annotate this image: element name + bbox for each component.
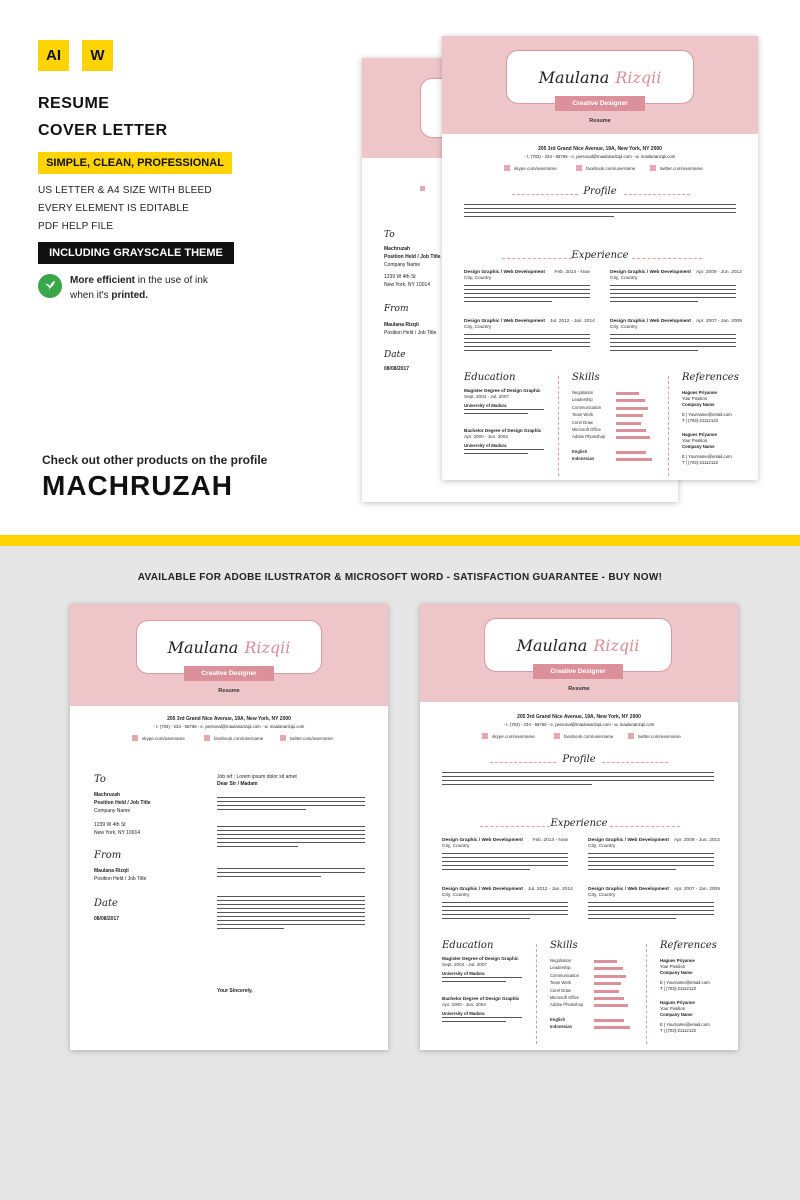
from-name: Maulana Rizqii [94,868,129,874]
facebook-icon [204,735,210,741]
facebook-icon [554,733,560,739]
skills-divider-left [558,376,559,476]
salutation: Dear Sir / Madam [217,781,258,787]
language-name: English [572,449,588,454]
first-name: Maulana [167,637,239,657]
leaf-icon [38,274,62,298]
skills-divider-right [668,376,669,476]
profile-heading: Profile [562,754,596,765]
facebook-link [204,735,263,741]
school: University of Madura [442,1011,485,1016]
yellow-divider [0,535,800,546]
job-description [464,334,590,360]
job-place: City, Country [464,325,492,330]
skill-bar [616,407,648,410]
ref-name: Hagues Priyanoe [660,958,695,963]
word-badge: W [82,40,113,71]
ref-company: Company Name [660,970,693,975]
to-position: Position Held / Job Title [94,800,151,806]
school: University of Madura [464,403,507,408]
brand-logo: MACHRUZAH [42,470,233,501]
experience-heading: Experience [550,818,608,829]
skill-bar [616,392,639,395]
facebook-link [554,733,613,739]
degree-description [442,1017,522,1027]
skill-bar [594,1004,628,1007]
ref-position: Your Position [660,1006,686,1011]
last-name: Rizqii [593,635,640,655]
twitter-link [280,735,333,741]
to-addr2: New York, NY 10014 [384,282,431,288]
ref-email: E | Yourname@email.com [682,412,732,417]
date-heading: Date [384,350,406,360]
to-heading: To [384,230,395,240]
degree-description [464,449,544,459]
ref-tel: T | (703)-21112122 [660,1028,696,1033]
job-description [442,853,568,879]
job-title: Design Graphic / Web Development [464,319,545,324]
references-heading: References [660,940,717,951]
language-name: Indonesian [550,1024,573,1030]
skill-name: Leadership [572,397,593,403]
twitter-link [628,733,681,739]
degree: Magister Degree of Design Graphic [442,956,519,961]
job-description [588,853,714,879]
letter-paragraph-3 [217,868,365,888]
role-bar: Creative Designer [555,96,645,111]
doc-label: Resume [218,688,240,694]
letter-paragraph-2 [217,826,365,862]
profile-text [464,204,736,224]
school: University of Madura [464,443,507,448]
facebook-text: facebook.com/username [586,165,636,171]
date-value: 08/08/2017 [384,366,410,372]
to-company: Company Name [94,808,131,814]
skill-name: Corel Draw [550,987,571,993]
degree: Magister Degree of Design Graphic [464,388,541,393]
job-ref: Job ref : Lorem ipsum dolor sit amet [217,774,297,780]
skill-name: Leadership [550,965,571,971]
job-date: Feb. 2014 - Now [532,838,568,843]
skype-link [420,186,429,191]
job-place: City, Country [464,276,492,281]
degree-date: Sept. 2004 - Jul. 2007 [464,394,509,399]
skill-bar [594,997,624,1000]
ref-email: E | Yourname@email.com [660,1022,710,1027]
skill-name: Adobe Photoshop [572,434,606,440]
job-description [442,902,568,928]
availability-text: AVAILABLE FOR ADOBE ILUSTRATOR & MICROSOFT WORD - SATISFACTION GUARANTEE - BUY NOW! [137,572,663,583]
ref-company: Company Name [660,1012,693,1017]
doc-label: Resume [568,686,590,692]
skype-icon [420,186,425,191]
job-title: Design Graphic / Web Development [442,887,523,892]
last-name: Rizqii [615,67,662,87]
skill-name: Communication [572,404,602,410]
from-position: Position Held / Job Title [94,876,147,882]
title-resume: RESUME [38,95,110,112]
facebook-text: facebook.com/username [564,733,614,739]
contact-line: - t. (703) - 234 - 56765 - e. personal@maulanarizqii.com - w. maulanarizqii.com [524,154,676,159]
skype-icon [482,733,488,739]
skill-bar [616,422,641,425]
address: 205 3rd Grand Nice Avenue, 19A, New York, NY 2000 [167,716,291,722]
job-place: City, Country [442,844,470,849]
to-position: Position Held / Job Title [384,254,441,260]
job-description [588,902,714,928]
resume-page [420,604,738,1050]
last-name: Rizqii [244,637,291,657]
job-title: Design Graphic / Web Development [588,887,669,892]
language-bar [594,1026,630,1029]
front-resume-page [442,36,758,480]
date-heading: Date [94,898,118,909]
checkout-text: Check out other products on the profile [42,453,268,467]
job-date: Feb. 2014 - Now [554,270,590,275]
skill-name: Team Work [550,980,572,986]
skype-link [482,733,535,739]
role-bar: Creative Designer [184,666,274,681]
job-date: Jul. 2012 - Jan. 2014 [550,319,595,324]
skype-icon [504,165,510,171]
skill-bar [616,436,650,439]
degree-description [464,409,544,419]
twitter-icon [650,165,656,171]
skype-icon [132,735,138,741]
to-company: Company Name [384,262,421,268]
job-date: Apr. 2009 - Jun. 2012 [674,838,720,843]
skill-bar [594,982,621,985]
ref-company: Company Name [682,402,715,407]
degree: Bachelor Degree of Design Graphic [442,996,520,1001]
facebook-icon [576,165,582,171]
skype-link [504,165,557,171]
job-description [610,334,736,360]
job-place: City, Country [442,893,470,898]
job-date: Apr. 2007 - Jan. 2009 [696,319,742,324]
twitter-icon [280,735,286,741]
degree-date: Sept. 2004 - Jul. 2007 [442,962,487,967]
tagline-bar: SIMPLE, CLEAN, PROFESSIONAL [38,152,232,174]
job-place: City, Country [588,844,616,849]
skill-name: Corel Draw [572,419,593,425]
education-heading: Education [442,940,494,951]
ref-tel: T | (703)-21112122 [660,986,696,991]
twitter-text: twitter.com/username [660,165,703,171]
letter-paragraph-1 [217,797,365,823]
job-title: Design Graphic / Web Development [610,319,691,324]
skills-divider-left [536,944,537,1044]
from-position: Position Held / Job Title [384,330,437,336]
skill-bar [616,429,646,432]
skill-name: Negotiation [550,958,572,963]
ref-name: Hagues Priyanoe [660,1000,695,1005]
to-heading: To [94,774,106,785]
job-date: Jul. 2012 - Jan. 2014 [528,887,573,892]
experience-heading: Experience [571,250,629,261]
profile-text [442,772,714,792]
job-title: Design Graphic / Web Development [588,838,669,843]
skill-name: Team Work [572,412,594,418]
feature-editable: EVERY ELEMENT IS EDITABLE [38,203,189,214]
grayscale-bar: INCLUDING GRAYSCALE THEME [38,242,234,264]
role-bar: Creative Designer [533,664,623,679]
to-addr2: New York, NY 10014 [94,830,141,836]
twitter-icon [628,733,634,739]
from-heading: From [94,850,122,861]
skype-text: skype.com/username [514,165,557,171]
doc-label: Resume [589,118,611,124]
job-description [610,285,736,311]
skills-heading: Skills [572,372,600,383]
school: University of Madura [442,971,485,976]
skill-bar [594,990,619,993]
skill-name: Microsoft Office [572,427,602,432]
skill-bar [594,967,623,970]
skills-heading: Skills [550,940,578,951]
degree-date: Apr. 2000 - Jun. 2004 [464,434,508,439]
job-title: Design Graphic / Web Development [442,838,523,843]
skype-text: skype.com/username [492,733,535,739]
degree-description [442,977,522,987]
promo-top-panel [0,0,800,535]
degree: Bachelor Degree of Design Graphic [464,428,542,433]
feature-help: PDF HELP FILE [38,221,114,232]
facebook-link [576,165,635,171]
title-cover-letter: COVER LETTER [38,122,168,139]
references-heading: References [682,372,739,383]
skill-name: Microsoft Office [550,995,580,1000]
ref-tel: T | (703)-21112122 [682,460,718,465]
address: 205 3rd Grand Nice Avenue, 19A, New York, NY 2000 [538,146,662,152]
skill-name: Communication [550,972,580,978]
first-name: Maulana [538,67,610,87]
language-bar [616,451,646,454]
twitter-text: twitter.com/username [638,733,681,739]
job-date: Apr. 2007 - Jan. 2009 [674,887,720,892]
twitter-link [650,165,703,171]
ref-position: Your Position [660,964,686,969]
job-description [464,285,590,311]
skill-name: Adobe Photoshop [550,1002,584,1008]
illustrator-badge: AI [38,40,69,71]
first-name: Maulana [516,635,588,655]
contact-line: - t. (703) - 234 - 56765 - e. personal@maulanarizqii.com - w. maulanarizqii.com [153,724,305,729]
skills-divider-right [646,944,647,1044]
language-name: Indonesian [572,456,595,462]
language-bar [594,1019,624,1022]
letter-paragraph-4 [217,896,365,956]
ref-position: Your Position [682,396,708,401]
ref-tel: T | (703)-21112122 [682,418,718,423]
skype-text: skype.com/username [142,735,185,741]
to-addr1: 1239 W 4th St [384,274,416,280]
from-name: Maulana Rizqii [384,322,419,328]
job-title: Design Graphic / Web Development [610,270,691,275]
from-heading: From [384,304,409,314]
job-place: City, Country [610,276,638,281]
closing: Your Sincerely, [217,988,253,994]
skill-bar [616,414,643,417]
date-value: 08/08/2017 [94,916,120,922]
feature-size: US LETTER & A4 SIZE WITH BLEED [38,185,212,196]
ref-position: Your Position [682,438,708,443]
to-name: Machruzah [94,792,121,798]
job-place: City, Country [588,893,616,898]
address: 205 3rd Grand Nice Avenue, 19A, New York, NY 2000 [517,714,641,720]
twitter-text: twitter.com/username [290,735,333,741]
ref-company: Company Name [682,444,715,449]
ref-email: E | Yourname@email.com [660,980,710,985]
ref-email: E | Yourname@email.com [682,454,732,459]
skill-name: Negotiation [572,390,594,395]
skype-link [132,735,185,741]
contact-line: - t. (703) - 234 - 56765 - e. personal@maulanarizqii.com - w. maulanarizqii.com [503,722,655,727]
to-addr1: 1239 W 4th St [94,822,126,828]
to-name: Machruzah [384,246,411,252]
job-date: Apr. 2009 - Jun. 2012 [696,270,742,275]
language-name: English [550,1017,566,1022]
facebook-text: facebook.com/username [214,735,264,741]
skill-bar [594,975,626,978]
education-heading: Education [464,372,516,383]
cover-letter-page [70,604,388,1050]
language-bar [616,458,652,461]
ref-name: Hagues Priyanoe [682,432,717,437]
ink-text: More efficient in the use of ink when it's printed. [70,275,208,301]
job-title: Design Graphic / Web Development [464,270,545,275]
profile-heading: Profile [583,186,617,197]
skill-bar [616,399,645,402]
skill-bar [594,960,617,963]
job-place: City, Country [610,325,638,330]
degree-date: Apr. 2000 - Jun. 2004 [442,1002,486,1007]
ref-name: Hagues Priyanoe [682,390,717,395]
